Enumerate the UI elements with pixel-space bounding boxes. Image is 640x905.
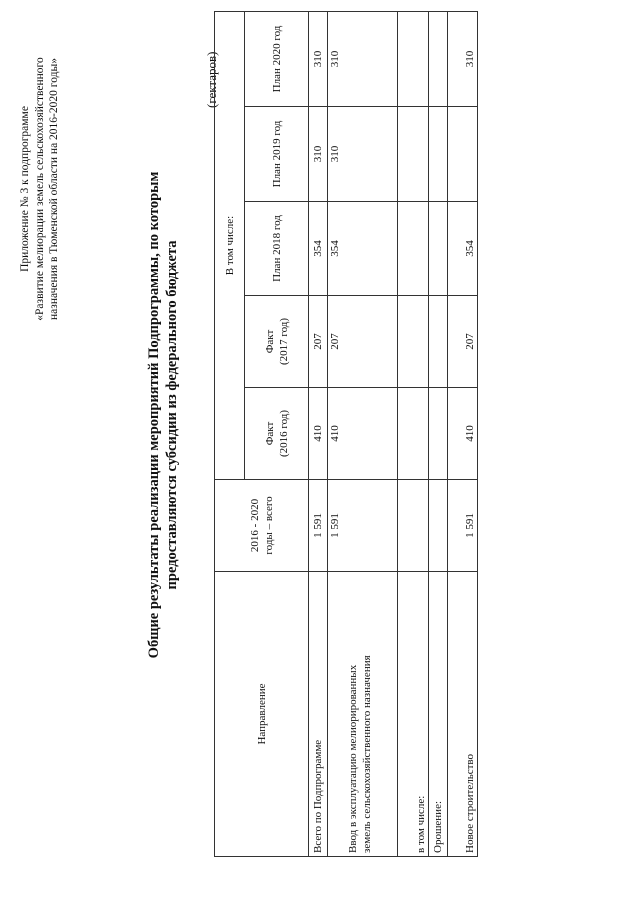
header-total [215, 480, 309, 572]
header-plan-2019: План 2019 год [245, 107, 309, 202]
cell-fact-2017: 207 [448, 296, 478, 388]
header-including: В том числе: [215, 12, 245, 480]
cell-total: 1 591 [328, 480, 398, 572]
cell-plan-2019 [398, 107, 429, 202]
header-fact-2016-line-2: (2016 год) [277, 409, 290, 458]
header-fact-2017-line-2: (2017 год) [277, 317, 290, 366]
table-row [328, 12, 398, 857]
cell-plan-2018 [429, 202, 448, 296]
cell-fact-2016 [429, 388, 448, 480]
cell-plan-2018: 354 [448, 202, 478, 296]
cell-fact-2017: 207 [309, 296, 328, 388]
row-label: Всего по Подпрограмме [309, 572, 328, 857]
cell-fact-2017 [429, 296, 448, 388]
cell-total [398, 480, 429, 572]
cell-fact-2017: 207 [328, 296, 398, 388]
cell-plan-2020: 310 [448, 12, 478, 107]
cell-fact-2016: 410 [309, 388, 328, 480]
header-row-1 [215, 12, 245, 857]
title-line-2: предоставляются субсидии из федерального бюджета [164, 240, 180, 590]
table-row [398, 12, 429, 857]
row-label [328, 572, 398, 857]
cell-plan-2018 [398, 202, 429, 296]
units-label: (гектаров) [204, 51, 219, 108]
cell-total: 1 591 [309, 480, 328, 572]
table-row [448, 12, 478, 857]
appendix-line-3: назначения в Тюменской области на 2016-2020 годы» [48, 58, 60, 320]
document-title [145, 115, 181, 715]
cell-total [429, 480, 448, 572]
cell-plan-2020: 310 [328, 12, 398, 107]
table-row [309, 12, 328, 857]
cell-plan-2019 [448, 107, 478, 202]
header-total-line-2: годы – всего [262, 496, 275, 555]
cell-plan-2020 [398, 12, 429, 107]
header-fact-2017-line-1: Факт [263, 329, 276, 354]
cell-fact-2016 [398, 388, 429, 480]
results-table [214, 11, 478, 857]
title-line-1: Общие результаты реализации мероприятий Подпрограммы, по которым [146, 171, 162, 659]
header-fact-2016-line-1: Факт [263, 421, 276, 446]
appendix-line-2: «Развитие мелиорации земель сельскохозяйственного [33, 57, 46, 321]
cell-plan-2018: 354 [328, 202, 398, 296]
header-fact-2017 [245, 296, 309, 388]
header-direction: Направление [215, 572, 309, 857]
header-plan-2018: План 2018 год [245, 202, 309, 296]
row-label-line-1: Ввод в эксплуатацию мелиорированных [347, 664, 359, 853]
row-label: Орошение: [429, 572, 448, 857]
table-row [429, 12, 448, 857]
cell-plan-2020 [429, 12, 448, 107]
header-plan-2020: План 2020 год [245, 12, 309, 107]
header-total-line-1: 2016 - 2020 [248, 498, 261, 553]
row-label-line-2: земель сельскохозяйственного назначения [361, 655, 373, 853]
cell-plan-2019: 310 [309, 107, 328, 202]
cell-plan-2019 [429, 107, 448, 202]
cell-plan-2020: 310 [309, 12, 328, 107]
cell-plan-2019: 310 [328, 107, 398, 202]
appendix-line-1: Приложение № 3 к подпрограмме [19, 106, 31, 272]
cell-fact-2016: 410 [448, 388, 478, 480]
cell-fact-2016: 410 [328, 388, 398, 480]
row-label: Новое строительство [448, 572, 478, 857]
row-label: в том числе: [398, 572, 429, 857]
cell-fact-2017 [398, 296, 429, 388]
cell-total: 1 591 [448, 480, 478, 572]
appendix-note [18, 39, 62, 339]
cell-plan-2018: 354 [309, 202, 328, 296]
header-fact-2016 [245, 388, 309, 480]
